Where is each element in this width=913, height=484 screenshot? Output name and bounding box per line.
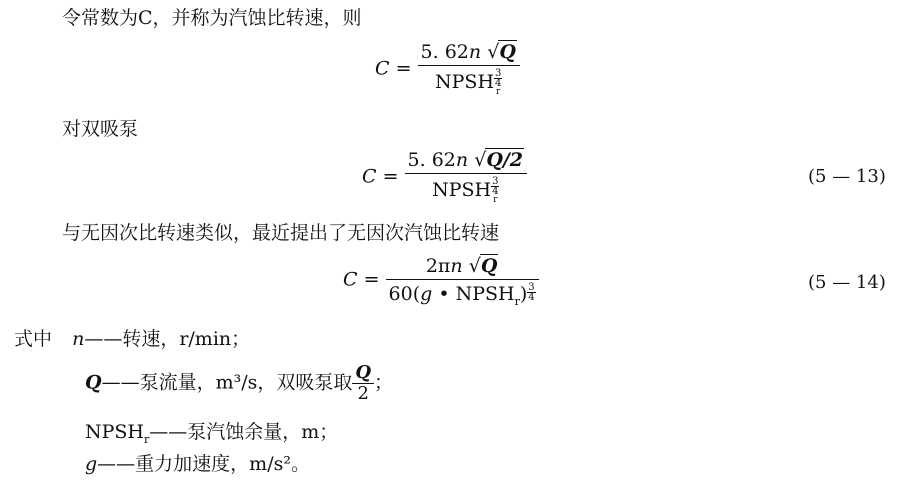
eq3-radicand: Q	[480, 255, 498, 277]
where-n-desc: ——转速，r/min；	[84, 328, 251, 350]
intro-line: 令常数为C，并称为汽蚀比转速，则	[62, 7, 362, 29]
equation-1	[375, 40, 520, 97]
eq2-sqrt: √Q/2	[474, 149, 524, 171]
eq1-n: n	[468, 41, 482, 63]
eq2-npsh: NPSH	[432, 179, 492, 201]
eq1-radicand: Q	[499, 41, 516, 63]
eq2-numerator	[405, 148, 527, 174]
eq1-fraction	[418, 40, 520, 97]
eq2-radicand: Q/2	[486, 149, 524, 171]
eq1-sub: r	[496, 87, 501, 97]
eq3-coef: 2π	[425, 255, 451, 277]
eq1-coef: 5. 62	[420, 41, 469, 63]
double-suction-text	[62, 117, 138, 141]
equation-2	[362, 148, 527, 205]
eq3-numerator	[386, 254, 539, 280]
eq3-den-prefix: 60(	[388, 283, 421, 305]
eq2-denominator	[405, 174, 527, 205]
dimensionless-text	[62, 221, 499, 245]
eq1-exp-den: 4	[495, 78, 502, 89]
where-q-frac-num: Q	[352, 364, 374, 384]
eq3-den-suffix: )	[519, 283, 528, 305]
where-g-desc: ——重力加速度，m/s²。	[97, 453, 310, 475]
where-npsh-symbol: NPSH	[85, 421, 144, 443]
eq1-numerator	[418, 40, 520, 66]
where-q-fraction	[352, 364, 374, 403]
eq3-g: g	[420, 283, 433, 305]
where-n-line	[14, 327, 250, 351]
eq3-denominator	[386, 280, 539, 308]
eq3-number: (5 — 14)	[808, 272, 886, 293]
eq2-n: n	[455, 149, 469, 171]
eq1-lhs: C =	[375, 57, 412, 80]
eq2-exp-num: 3	[492, 176, 499, 187]
where-q-end: ；	[374, 371, 394, 394]
dimensionless-line: 与无因次比转速类似，最近提出了无因次汽蚀比转速	[62, 222, 500, 244]
eq1-npsh: NPSH	[435, 71, 495, 93]
eq1-exp-num: 3	[495, 68, 502, 79]
eq3-fraction	[386, 254, 539, 308]
where-q-frac-den: 2	[357, 383, 369, 404]
where-g-line	[85, 452, 310, 476]
eq2-number: (5 — 13)	[808, 166, 886, 187]
eq3-exponent	[527, 283, 535, 302]
where-g-symbol: g	[85, 453, 98, 475]
eq3-n: n	[450, 255, 463, 277]
eq1-exponent	[494, 69, 502, 97]
where-npsh-sub: r	[144, 432, 150, 446]
eq3-exp-den: 4	[528, 292, 535, 303]
where-npsh-desc: ——泵汽蚀余量，m；	[149, 421, 339, 443]
eq2-exponent	[491, 177, 499, 205]
eq1-sqrt: √Q	[487, 41, 516, 63]
eq1-denominator	[418, 66, 520, 97]
where-q-desc: ——泵流量，m³/s，双吸泵取	[101, 371, 353, 394]
eq2-coef: 5. 62	[407, 149, 456, 171]
eq2-lhs: C =	[362, 165, 399, 188]
eq3-lhs: C =	[343, 268, 380, 291]
eq2-exp-den: 4	[492, 186, 499, 197]
eq3-den-mid: • NPSH	[432, 283, 515, 305]
where-npsh-line	[85, 420, 338, 444]
eq3-sqrt: √Q	[468, 255, 498, 277]
double-suction-label: 对双吸泵	[62, 118, 139, 140]
where-q-line	[85, 364, 393, 403]
eq2-fraction	[405, 148, 527, 205]
where-q-symbol: Q	[85, 371, 102, 394]
equation-3	[343, 254, 539, 308]
eq3-sub: r	[514, 294, 520, 308]
where-n-symbol: n	[72, 328, 85, 350]
eq3-exp-num: 3	[528, 282, 535, 293]
eq2-sub: r	[493, 195, 498, 205]
intro-text	[62, 6, 362, 30]
where-label: 式中	[14, 328, 53, 350]
